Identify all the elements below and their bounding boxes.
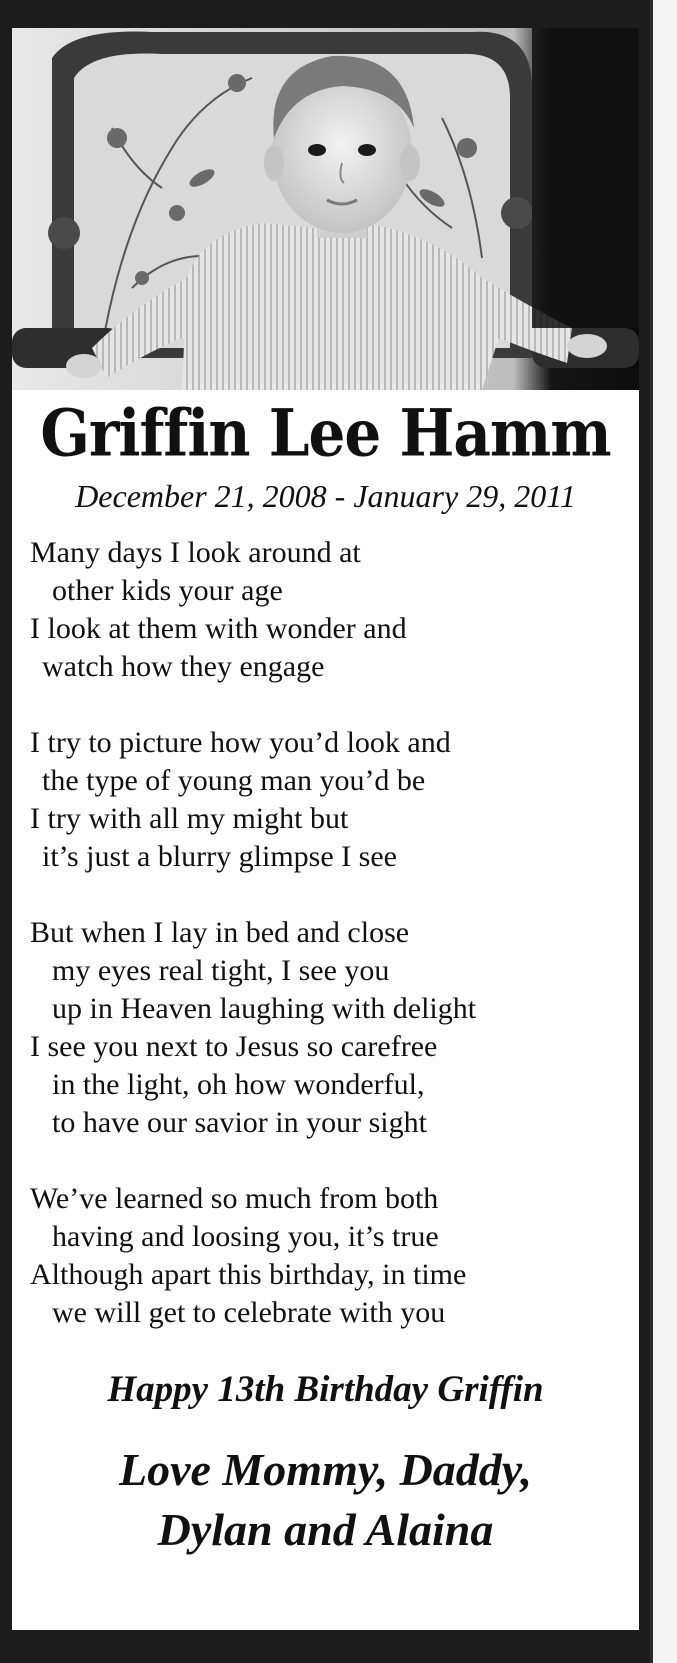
poem-line: to have our savior in your sight <box>52 1106 427 1139</box>
poem-line: I look at them with wonder and <box>30 612 407 645</box>
poem-line: my eyes real tight, I see you <box>52 954 390 987</box>
poem-line: We’ve learned so much from both <box>30 1182 439 1215</box>
poem-line: watch how they engage <box>42 650 325 683</box>
poem-line: we will get to celebrate with you <box>52 1296 446 1329</box>
poem-line: having and loosing you, it’s true <box>52 1220 439 1253</box>
poem-line: I try with all my might but <box>30 802 349 835</box>
poem-stanza <box>30 1180 630 1332</box>
birthday-message: Happy 13th Birthday Griffin <box>107 1369 544 1410</box>
page-edge <box>650 0 677 1663</box>
signoff-line: Dylan and Alaina <box>157 1504 494 1555</box>
poem-stanza <box>30 914 630 1142</box>
signoff-line: Love Mommy, Daddy, <box>118 1444 533 1495</box>
poem-line: But when I lay in bed and close <box>30 916 410 949</box>
poem-line: in the light, oh how wonderful, <box>52 1068 425 1101</box>
poem-line: other kids your age <box>52 574 283 607</box>
poem-line: up in Heaven laughing with delight <box>52 992 477 1025</box>
family-signoff <box>12 1440 639 1560</box>
memorial-poem <box>30 534 630 1370</box>
memorial-card <box>12 28 639 1630</box>
poem-line: Many days I look around at <box>30 536 361 569</box>
poem-line: I try to picture how you’d look and <box>30 726 451 759</box>
poem-line: the type of young man you’d be <box>42 764 426 797</box>
child-portrait-photo <box>12 28 639 390</box>
poem-line: I see you next to Jesus so carefree <box>30 1030 438 1063</box>
poem-stanza <box>30 724 630 876</box>
deceased-name: Griffin Lee Hamm <box>40 394 611 472</box>
poem-line: Although apart this birthday, in time <box>30 1258 467 1291</box>
poem-line: it’s just a blurry glimpse I see <box>42 840 397 873</box>
life-dates: December 21, 2008 - January 29, 2011 <box>75 478 576 514</box>
poem-stanza <box>30 534 630 686</box>
